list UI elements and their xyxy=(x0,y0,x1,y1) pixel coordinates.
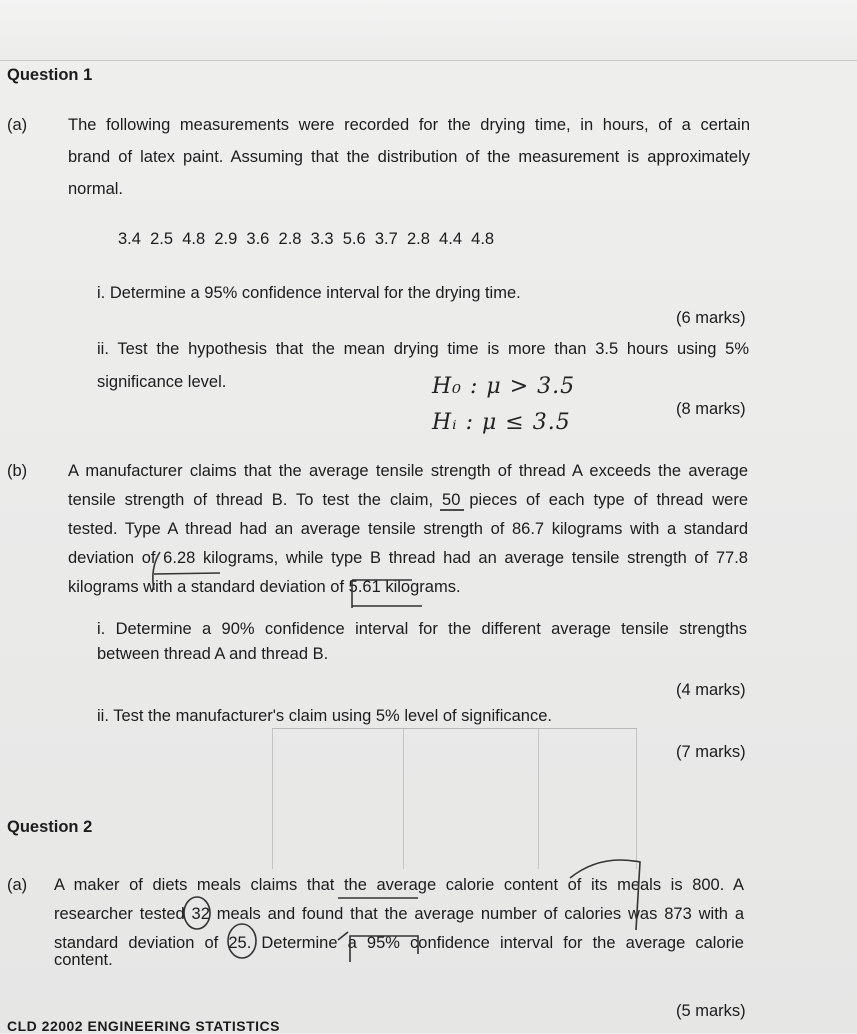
q1b-line-3: tested. Type A thread had an average tensile strength of 86.7 kilograms with a standard xyxy=(68,520,748,538)
q2a-line-2: researcher tested 32 meals and found that the average number of calories was 873 with a xyxy=(54,905,744,923)
q1b-line-1: A manufacturer claims that the average tensile strength of thread A exceeds the average xyxy=(68,462,748,480)
measurement-data: 3.4 2.5 4.8 2.9 3.6 2.8 3.3 5.6 3.7 2.8 4.4 4.8 xyxy=(118,230,495,248)
q1b-item-i-line-1: i. Determine a 90% confidence interval for the different average tensile strengths xyxy=(97,620,747,638)
question-2-title: Question 2 xyxy=(7,818,93,836)
q1a-line-3: normal. xyxy=(68,180,124,198)
bleed-through-table xyxy=(272,728,637,869)
q2a-marks: (5 marks) xyxy=(676,1002,746,1020)
q2a-line-3: standard deviation of 25. Determine a 95% confidence interval for the average calorie xyxy=(54,934,744,952)
q1a-item-i-marks: (6 marks) xyxy=(676,309,746,327)
handwritten-underline-50 xyxy=(438,505,468,515)
pen-circle-25 xyxy=(228,924,256,958)
q1a-item-ii-line-1: ii. Test the hypothesis that the mean drying time is more than 3.5 hours using 5% xyxy=(97,340,749,358)
q1-part-a-label: (a) xyxy=(7,116,28,134)
q1b-item-ii: ii. Test the manufacturer's claim using 5% level of significance. xyxy=(97,707,552,725)
pen-underline-1 xyxy=(154,573,220,574)
q1a-item-ii-line-2: significance level. xyxy=(97,373,227,391)
q1b-line-4: deviation of 6.28 kilograms, while type B thread had an average tensile strength of 77.8 xyxy=(68,549,748,567)
handwritten-markings xyxy=(140,540,470,610)
handwritten-null-hypothesis: H₀ : μ > 3.5 xyxy=(432,374,576,399)
pen-tick-a xyxy=(338,932,348,940)
handwritten-alternative-hypothesis: Hᵢ : μ ≤ 3.5 xyxy=(432,410,571,435)
q2-part-a-label: (a) xyxy=(7,876,28,894)
q1b-line-5: kilograms with a standard deviation of 5.61 kilograms. xyxy=(68,578,461,596)
pen-box-95 xyxy=(350,936,418,962)
q1b-item-i-line-2: between thread A and thread B. xyxy=(97,645,329,663)
q2-handwritten-markings xyxy=(170,858,770,968)
q2a-line-1: A maker of diets meals claims that the average calorie content of its meals is 800. A xyxy=(54,876,744,894)
question-1-title: Question 1 xyxy=(7,66,93,84)
q1a-line-2: brand of latex paint. Assuming that the distribution of the measurement is approximately xyxy=(68,148,750,166)
page-top-fold xyxy=(0,0,857,61)
q1a-line-1: The following measurements were recorded for the drying time, in hours, of a certain xyxy=(68,116,750,134)
q1a-item-i: i. Determine a 95% confidence interval for the drying time. xyxy=(97,284,521,302)
pen-bracket-1 xyxy=(153,552,160,590)
q1b-line-2: tensile strength of thread B. To test the claim, 50 pieces of each type of thread were xyxy=(68,491,748,509)
pen-circle-32 xyxy=(184,897,210,929)
page-footer: CLD 22002 ENGINEERING STATISTICS xyxy=(7,1018,280,1034)
q1b-item-i-marks: (4 marks) xyxy=(676,681,746,699)
q1b-item-ii-marks: (7 marks) xyxy=(676,743,746,761)
q1-part-b-label: (b) xyxy=(7,462,28,480)
q1a-item-ii-marks: (8 marks) xyxy=(676,400,746,418)
pen-arc-800 xyxy=(570,860,640,930)
q2a-line-4: content. xyxy=(54,951,113,969)
